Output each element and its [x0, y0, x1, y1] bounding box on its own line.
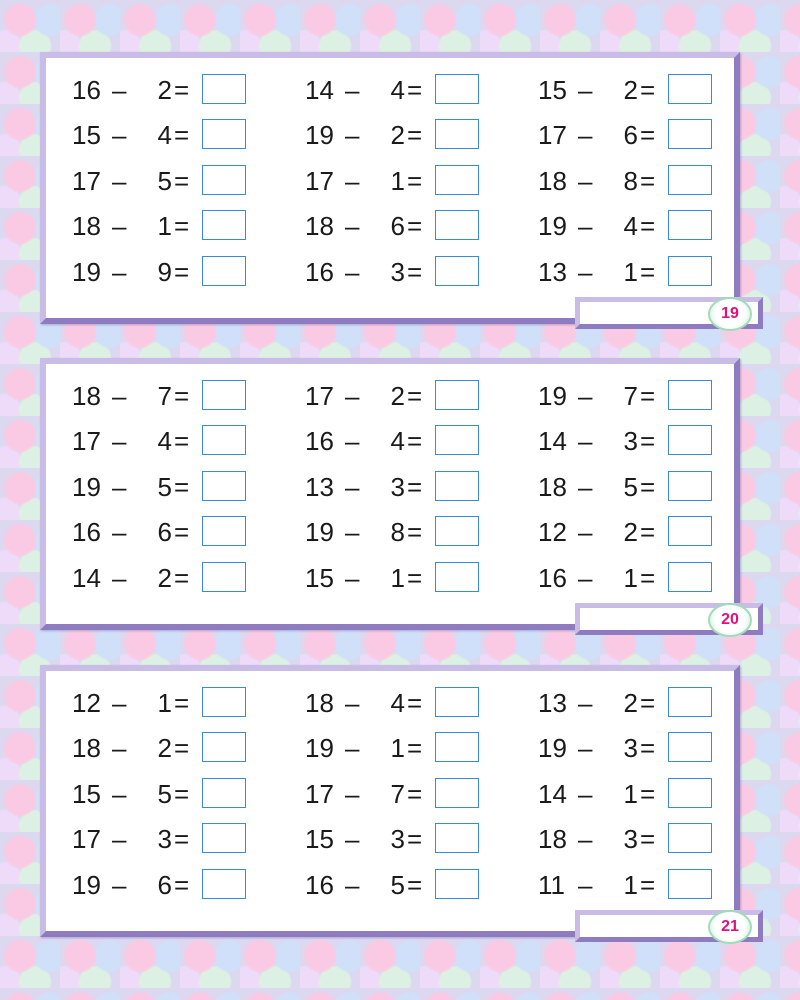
minuend: 18 — [538, 166, 567, 196]
equals-sign: = — [407, 75, 423, 105]
minuend: 13 — [538, 257, 567, 287]
minus-sign: – — [112, 120, 127, 150]
answer-box[interactable] — [668, 471, 712, 501]
minuend: 16 — [72, 75, 101, 105]
answer-box[interactable] — [435, 210, 479, 240]
subtrahend: 3 — [390, 257, 405, 287]
subtrahend: 1 — [157, 688, 172, 718]
answer-box[interactable] — [668, 380, 712, 410]
subtrahend: 2 — [157, 75, 172, 105]
answer-box[interactable] — [435, 687, 479, 717]
minus-sign: – — [578, 517, 593, 547]
equals-sign: = — [174, 211, 190, 241]
answer-box[interactable] — [202, 516, 246, 546]
equals-sign: = — [640, 120, 656, 150]
equals-sign: = — [407, 733, 423, 763]
answer-box[interactable] — [435, 869, 479, 899]
minus-sign: – — [345, 381, 360, 411]
answer-box[interactable] — [668, 687, 712, 717]
answer-box[interactable] — [435, 425, 479, 455]
equals-sign: = — [640, 563, 656, 593]
minuend: 13 — [305, 472, 334, 502]
answer-box[interactable] — [202, 562, 246, 592]
subtrahend: 1 — [623, 563, 638, 593]
equals-sign: = — [407, 779, 423, 809]
minus-sign: – — [112, 211, 127, 241]
equals-sign: = — [640, 257, 656, 287]
subtrahend: 1 — [390, 563, 405, 593]
minuend: 18 — [72, 211, 101, 241]
minus-sign: – — [112, 688, 127, 718]
subtrahend: 6 — [157, 870, 172, 900]
subtrahend: 5 — [157, 166, 172, 196]
minus-sign: – — [345, 120, 360, 150]
minus-sign: – — [578, 257, 593, 287]
minus-sign: – — [578, 426, 593, 456]
minus-sign: – — [578, 870, 593, 900]
page-number-badge: 19 — [708, 297, 752, 331]
equals-sign: = — [174, 120, 190, 150]
answer-box[interactable] — [435, 562, 479, 592]
minus-sign: – — [345, 426, 360, 456]
subtrahend: 1 — [390, 166, 405, 196]
answer-box[interactable] — [202, 471, 246, 501]
subtrahend: 4 — [390, 75, 405, 105]
minus-sign: – — [112, 779, 127, 809]
subtrahend: 2 — [390, 120, 405, 150]
subtrahend: 3 — [390, 472, 405, 502]
equals-sign: = — [174, 381, 190, 411]
equals-sign: = — [174, 75, 190, 105]
minus-sign: – — [112, 870, 127, 900]
answer-box[interactable] — [202, 869, 246, 899]
equals-sign: = — [640, 75, 656, 105]
subtrahend: 2 — [623, 517, 638, 547]
minus-sign: – — [578, 733, 593, 763]
equals-sign: = — [174, 517, 190, 547]
minuend: 14 — [305, 75, 334, 105]
minuend: 15 — [305, 824, 334, 854]
minuend: 15 — [72, 779, 101, 809]
minuend: 17 — [538, 120, 567, 150]
minus-sign: – — [345, 563, 360, 593]
subtrahend: 8 — [390, 517, 405, 547]
minus-sign: – — [112, 381, 127, 411]
equals-sign: = — [407, 517, 423, 547]
equals-sign: = — [174, 688, 190, 718]
minus-sign: – — [345, 257, 360, 287]
minuend: 16 — [72, 517, 101, 547]
answer-box[interactable] — [668, 732, 712, 762]
exercise-panel-19 — [40, 52, 740, 324]
minus-sign: – — [578, 166, 593, 196]
minuend: 18 — [538, 824, 567, 854]
subtrahend: 1 — [623, 257, 638, 287]
equals-sign: = — [407, 870, 423, 900]
minuend: 19 — [72, 472, 101, 502]
answer-box[interactable] — [202, 74, 246, 104]
minuend: 12 — [538, 517, 567, 547]
minuend: 12 — [72, 688, 101, 718]
subtrahend: 5 — [157, 472, 172, 502]
minus-sign: – — [578, 824, 593, 854]
equals-sign: = — [407, 211, 423, 241]
subtrahend: 3 — [157, 824, 172, 854]
subtrahend: 6 — [390, 211, 405, 241]
page-number-badge: 20 — [708, 603, 752, 637]
minuend: 18 — [538, 472, 567, 502]
answer-box[interactable] — [668, 425, 712, 455]
answer-box[interactable] — [668, 823, 712, 853]
subtrahend: 9 — [157, 257, 172, 287]
minuend: 19 — [538, 381, 567, 411]
minus-sign: – — [578, 381, 593, 411]
minus-sign: – — [112, 75, 127, 105]
minus-sign: – — [345, 733, 360, 763]
minuend: 18 — [72, 381, 101, 411]
answer-box[interactable] — [202, 732, 246, 762]
minus-sign: – — [112, 563, 127, 593]
minus-sign: – — [112, 472, 127, 502]
minuend: 17 — [305, 779, 334, 809]
minus-sign: – — [345, 870, 360, 900]
minuend: 16 — [305, 426, 334, 456]
equals-sign: = — [407, 426, 423, 456]
equals-sign: = — [407, 120, 423, 150]
minus-sign: – — [112, 824, 127, 854]
minuend: 14 — [538, 426, 567, 456]
minuend: 15 — [72, 120, 101, 150]
answer-box[interactable] — [435, 74, 479, 104]
minuend: 18 — [72, 733, 101, 763]
subtrahend: 3 — [623, 426, 638, 456]
minus-sign: – — [345, 166, 360, 196]
subtrahend: 5 — [623, 472, 638, 502]
equals-sign: = — [407, 381, 423, 411]
minuend: 17 — [305, 381, 334, 411]
equals-sign: = — [174, 472, 190, 502]
minus-sign: – — [345, 779, 360, 809]
minus-sign: – — [345, 75, 360, 105]
subtrahend: 4 — [390, 688, 405, 718]
minuend: 19 — [538, 211, 567, 241]
minuend: 17 — [72, 824, 101, 854]
answer-box[interactable] — [202, 119, 246, 149]
answer-box[interactable] — [435, 823, 479, 853]
answer-box[interactable] — [435, 732, 479, 762]
equals-sign: = — [174, 733, 190, 763]
equals-sign: = — [174, 166, 190, 196]
minuend: 16 — [538, 563, 567, 593]
minuend: 18 — [305, 211, 334, 241]
subtrahend: 3 — [390, 824, 405, 854]
equals-sign: = — [640, 166, 656, 196]
subtrahend: 4 — [623, 211, 638, 241]
subtrahend: 8 — [623, 166, 638, 196]
subtrahend: 6 — [157, 517, 172, 547]
subtrahend: 7 — [623, 381, 638, 411]
minus-sign: – — [345, 688, 360, 718]
answer-box[interactable] — [435, 380, 479, 410]
answer-box[interactable] — [668, 119, 712, 149]
subtrahend: 5 — [157, 779, 172, 809]
equals-sign: = — [407, 688, 423, 718]
answer-box[interactable] — [435, 516, 479, 546]
subtrahend: 6 — [623, 120, 638, 150]
answer-box[interactable] — [435, 256, 479, 286]
minus-sign: – — [112, 426, 127, 456]
answer-box[interactable] — [668, 516, 712, 546]
answer-box[interactable] — [202, 165, 246, 195]
minuend: 19 — [72, 257, 101, 287]
answer-box[interactable] — [202, 778, 246, 808]
subtrahend: 3 — [623, 733, 638, 763]
subtrahend: 5 — [390, 870, 405, 900]
minuend: 15 — [305, 563, 334, 593]
subtrahend: 7 — [157, 381, 172, 411]
minuend: 19 — [305, 733, 334, 763]
answer-box[interactable] — [668, 778, 712, 808]
minus-sign: – — [578, 120, 593, 150]
minus-sign: – — [112, 257, 127, 287]
subtrahend: 4 — [157, 120, 172, 150]
minuend: 14 — [538, 779, 567, 809]
minus-sign: – — [112, 733, 127, 763]
minuend: 19 — [72, 870, 101, 900]
subtrahend: 2 — [623, 688, 638, 718]
equals-sign: = — [174, 870, 190, 900]
minuend: 19 — [538, 733, 567, 763]
answer-box[interactable] — [202, 687, 246, 717]
equals-sign: = — [640, 517, 656, 547]
subtrahend: 1 — [390, 733, 405, 763]
minus-sign: – — [578, 472, 593, 502]
minuend: 19 — [305, 120, 334, 150]
minus-sign: – — [345, 211, 360, 241]
minuend: 17 — [305, 166, 334, 196]
minuend: 16 — [305, 257, 334, 287]
answer-box[interactable] — [435, 778, 479, 808]
subtrahend: 1 — [157, 211, 172, 241]
equals-sign: = — [174, 563, 190, 593]
equals-sign: = — [174, 779, 190, 809]
minus-sign: – — [578, 688, 593, 718]
minuend: 13 — [538, 688, 567, 718]
equals-sign: = — [640, 688, 656, 718]
answer-box[interactable] — [668, 256, 712, 286]
answer-box[interactable] — [202, 210, 246, 240]
equals-sign: = — [640, 733, 656, 763]
answer-box[interactable] — [668, 165, 712, 195]
minuend: 19 — [305, 517, 334, 547]
equals-sign: = — [640, 472, 656, 502]
subtrahend: 2 — [157, 733, 172, 763]
minus-sign: – — [578, 563, 593, 593]
subtrahend: 2 — [623, 75, 638, 105]
answer-box[interactable] — [668, 74, 712, 104]
minus-sign: – — [345, 472, 360, 502]
answer-box[interactable] — [202, 256, 246, 286]
minus-sign: – — [112, 166, 127, 196]
minus-sign: – — [345, 517, 360, 547]
subtrahend: 1 — [623, 870, 638, 900]
minuend: 15 — [538, 75, 567, 105]
subtrahend: 2 — [390, 381, 405, 411]
equals-sign: = — [174, 824, 190, 854]
minuend: 16 — [305, 870, 334, 900]
answer-box[interactable] — [202, 425, 246, 455]
answer-box[interactable] — [668, 210, 712, 240]
equals-sign: = — [640, 426, 656, 456]
answer-box[interactable] — [202, 380, 246, 410]
equals-sign: = — [640, 824, 656, 854]
minus-sign: – — [345, 824, 360, 854]
answer-box[interactable] — [202, 823, 246, 853]
minuend: 17 — [72, 426, 101, 456]
minuend: 17 — [72, 166, 101, 196]
minus-sign: – — [578, 75, 593, 105]
answer-box[interactable] — [435, 119, 479, 149]
equals-sign: = — [640, 870, 656, 900]
equals-sign: = — [640, 381, 656, 411]
subtrahend: 4 — [157, 426, 172, 456]
equals-sign: = — [407, 824, 423, 854]
equals-sign: = — [407, 563, 423, 593]
equals-sign: = — [407, 166, 423, 196]
answer-box[interactable] — [435, 471, 479, 501]
exercise-panel-21 — [40, 665, 740, 937]
equals-sign: = — [407, 257, 423, 287]
equals-sign: = — [174, 426, 190, 456]
equals-sign: = — [640, 779, 656, 809]
answer-box[interactable] — [435, 165, 479, 195]
answer-box[interactable] — [668, 562, 712, 592]
subtrahend: 1 — [623, 779, 638, 809]
equals-sign: = — [640, 211, 656, 241]
minus-sign: – — [578, 779, 593, 809]
subtrahend: 4 — [390, 426, 405, 456]
equals-sign: = — [407, 472, 423, 502]
answer-box[interactable] — [668, 869, 712, 899]
equals-sign: = — [174, 257, 190, 287]
minus-sign: – — [112, 517, 127, 547]
minuend: 14 — [72, 563, 101, 593]
exercise-panel-20 — [40, 358, 740, 630]
minuend: 18 — [305, 688, 334, 718]
minus-sign: – — [578, 211, 593, 241]
subtrahend: 3 — [623, 824, 638, 854]
subtrahend: 2 — [157, 563, 172, 593]
subtrahend: 7 — [390, 779, 405, 809]
page-number-badge: 21 — [708, 910, 752, 944]
minuend: 11 — [538, 870, 565, 900]
